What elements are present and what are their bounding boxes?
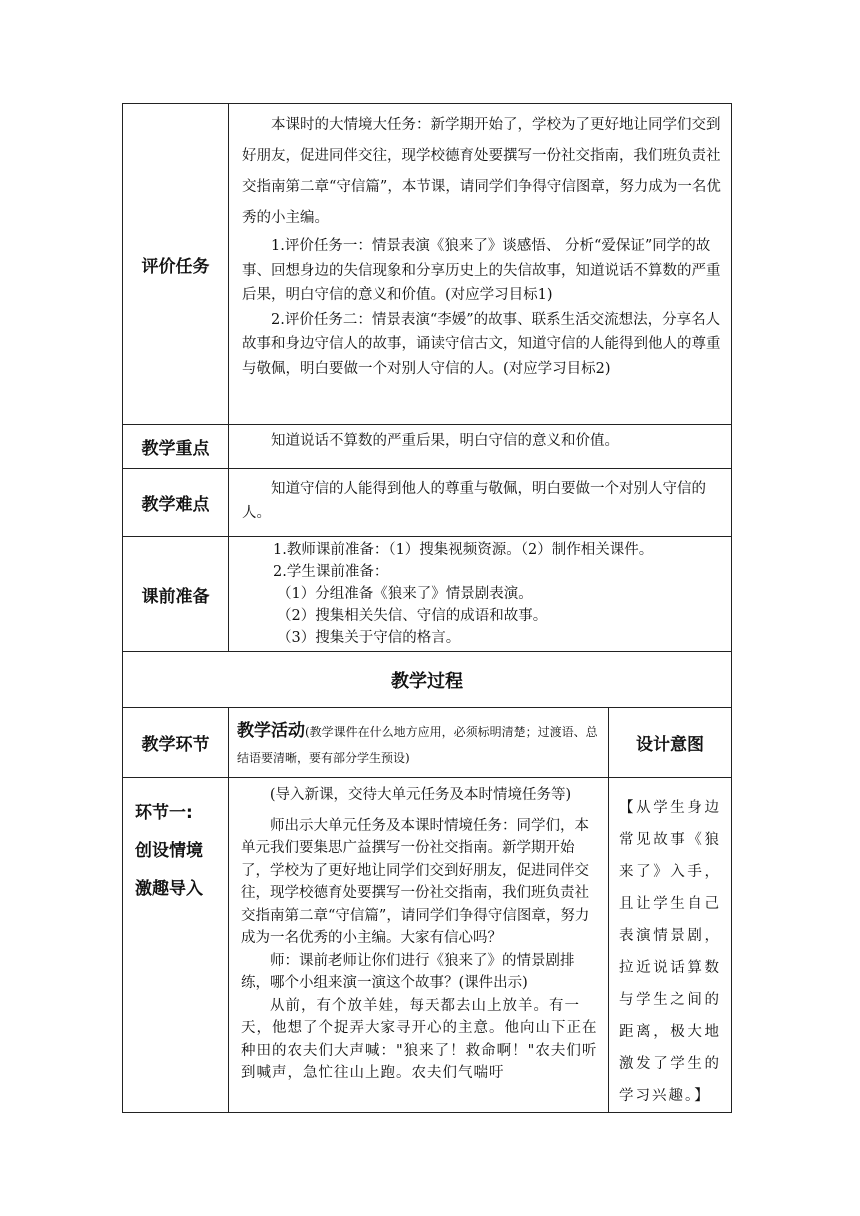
stage-1-paragraph: 师：课前老师让你们进行《狼来了》的情景剧排练，哪个小组来演一演这个故事？(课件出示) [241,952,575,991]
activity-header-title: 教学活动 [237,721,305,741]
stage-1-name-line: 激趣导入 [135,879,203,899]
process-title-row [123,652,732,708]
preparation-content [229,537,732,652]
preparation-line: 1.教师课前准备：（1）搜集视频资源。（2）制作相关课件。 [273,542,654,558]
stage-column-header: 教学环节 [123,708,229,778]
process-header-row [123,708,732,778]
preparation-row [123,537,732,652]
key-point-row [123,425,732,469]
stage-1-intro: (导入新课，交待大单元任务及本时情境任务等) [269,787,572,803]
stage-1-activity [229,778,609,1113]
stage-1-paragraph: 师出示大单元任务及本课时情境任务：同学们，本单元我们要集思广益撰写一份社交指南。新学期开始了，学校为了更好地让同学们交到好朋友，促进同伴交往，现学校德育处要撰写一份社交指南，我们班负责社交指南第二章“守信篇”，请同学们争得守信图章，努力成为一名优秀的小主编。大家有信心吗？ [241,817,590,946]
stage-1-name-line: 创设情境 [135,841,203,861]
evaluation-row [123,104,732,425]
stage-1-story: 从前，有个放羊娃，每天都去山上放羊。有一天，他想了个捉弄大家寻开心的主意。他向山下正在种田的农夫们大声喊："狼来了！救命啊！"农夫们听到喊声，急忙往山上跑。农夫们气喘吁 [241,997,598,1081]
lesson-plan-table [122,103,732,1113]
process-title: 教学过程 [123,652,732,708]
stage-1-intent: 【从学生身边常见故事《狼来了》入手，且让学生自己表演情景剧，拉近说话算数与学生之间的距离，极大地激发了学生的学习兴趣。】 [609,778,732,1113]
stage-1-name [123,778,229,1113]
intent-column-header: 设计意图 [609,708,732,778]
preparation-line: （1）分组准备《狼来了》情景剧表演。 [277,586,533,602]
activity-header-note: (教学课件在什么地方应用，必须标明清楚；过渡语、总结语要清晰，要有部分学生预设) [237,725,598,765]
key-point-content [229,425,732,469]
preparation-line: （2）搜集相关失信、守信的成语和故事。 [277,608,548,624]
evaluation-intro: 本课时的大情境大任务：新学期开始了，学校为了更好地让同学们交到好朋友，促进同伴交往，现学校德育处要撰写一份社交指南，我们班负责社交指南第二章“守信篇”，本节课，请同学们争得守信图章，努力成为一名优秀的小主编。 [242,117,721,226]
key-point-text: 知道说话不算数的严重后果，明白守信的意义和价值。 [271,433,619,449]
evaluation-label: 评价任务 [123,104,229,425]
activity-column-header [229,708,609,778]
difficulty-text: 知道守信的人能得到他人的尊重与敬佩，明白要做一个对别人守信的人。 [242,481,706,521]
evaluation-content [229,104,732,425]
preparation-line: 2.学生课前准备： [273,564,389,580]
evaluation-task-2: 2.评价任务二：情景表演“李媛”的故事、联系生活交流想法，分享名人故事和身边守信人的故事，诵读守信古文，知道守信的人能得到他人的尊重与敬佩，明白要做一个对别人守信的人。(对应学习目标2) [242,311,721,377]
key-point-label: 教学重点 [123,425,229,469]
preparation-label: 课前准备 [123,537,229,652]
difficulty-label: 教学难点 [123,469,229,537]
stage-1-row [123,778,732,1113]
difficulty-content [229,469,732,537]
stage-1-name-line: 环节一: [135,803,193,823]
difficulty-row [123,469,732,537]
evaluation-task-1: 1.评价任务一：情景表演《狼来了》谈感悟、 分析“爱保证”同学的故事、回想身边的失信现象和分享历史上的失信故事，知道说话不算数的严重后果，明白守信的意义和价值。(对应学习目标1) [242,238,721,303]
preparation-line: （3）搜集关于守信的格言。 [277,630,461,646]
